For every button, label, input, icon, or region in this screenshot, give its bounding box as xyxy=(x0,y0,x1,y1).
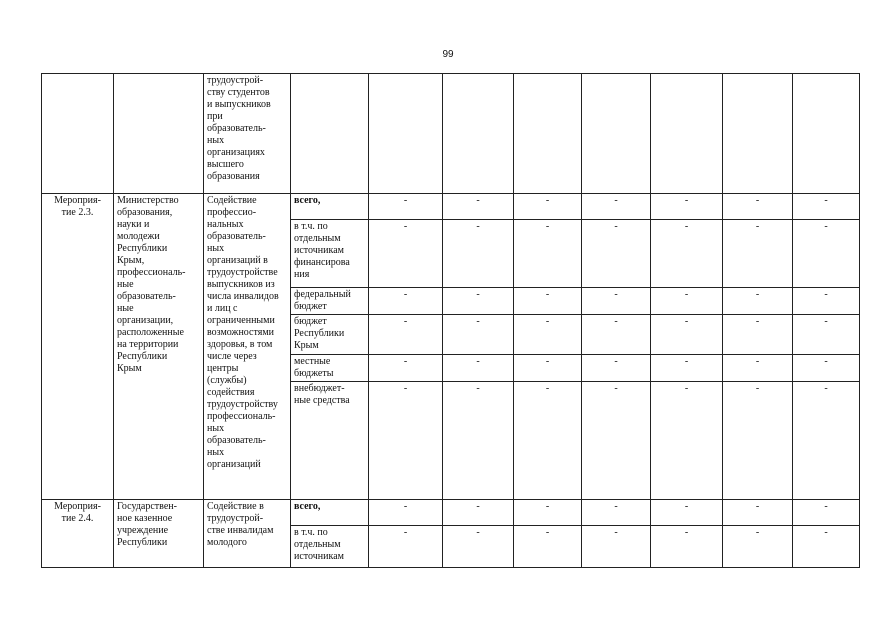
value-cell: - xyxy=(582,220,651,288)
value-cell: - xyxy=(369,194,443,220)
value-cell: - xyxy=(651,355,723,382)
value-cell: - xyxy=(514,220,582,288)
executor-cell: Государствен- ное казенное учреждение Республики xyxy=(114,500,204,568)
value-cell: - xyxy=(443,288,514,315)
value-cell: - xyxy=(369,526,443,568)
value-cell: - xyxy=(582,288,651,315)
value-cell: - xyxy=(723,194,793,220)
page-number: 99 xyxy=(442,49,454,60)
value-cell: - xyxy=(514,288,582,315)
source-cell xyxy=(291,74,369,194)
value-cell: - xyxy=(582,194,651,220)
value-cell: - xyxy=(582,500,651,526)
value-cell: - xyxy=(793,288,860,315)
value-cell: - xyxy=(514,194,582,220)
value-cell: - xyxy=(723,315,793,355)
value-cell: - xyxy=(793,355,860,382)
value-cell xyxy=(723,74,793,194)
funding-source-cell: федеральный бюджет xyxy=(291,288,369,315)
value-cell: - xyxy=(651,500,723,526)
value-cell: - xyxy=(793,220,860,288)
value-cell xyxy=(514,74,582,194)
value-cell: - xyxy=(443,500,514,526)
executor-cell: Министерство образования, науки и молодежи Республики Крым, профессиональ- ные образователь- ные организации, расположенные на территории Республики Крым xyxy=(114,194,204,500)
value-cell: - xyxy=(723,355,793,382)
table-body xyxy=(42,74,860,568)
value-cell: - xyxy=(651,526,723,568)
value-cell: - xyxy=(443,194,514,220)
value-cell xyxy=(369,74,443,194)
value-cell: - xyxy=(651,315,723,355)
value-cell: - xyxy=(514,382,582,500)
funding-source-cell: всего, xyxy=(291,194,369,220)
measure-number-cell: Мероприя- тие 2.4. xyxy=(42,500,114,568)
value-cell: - xyxy=(514,526,582,568)
table-row xyxy=(42,194,860,220)
value-cell: - xyxy=(514,500,582,526)
funding-source-cell: внебюджет- ные средства xyxy=(291,382,369,500)
value-cell xyxy=(443,74,514,194)
value-cell xyxy=(793,74,860,194)
value-cell xyxy=(651,74,723,194)
value-cell: - xyxy=(582,355,651,382)
value-cell: - xyxy=(514,355,582,382)
value-cell: - xyxy=(514,315,582,355)
measures-table xyxy=(41,73,860,568)
value-cell: - xyxy=(369,500,443,526)
value-cell: - xyxy=(723,500,793,526)
value-cell: - xyxy=(793,526,860,568)
value-cell: - xyxy=(582,526,651,568)
value-cell: - xyxy=(723,220,793,288)
value-cell: - xyxy=(369,382,443,500)
action-cell xyxy=(42,74,114,194)
value-cell: - xyxy=(651,194,723,220)
funding-source-cell: в т.ч. по отдельным источникам финансирова ния xyxy=(291,220,369,288)
value-cell: - xyxy=(651,382,723,500)
value-cell: - xyxy=(582,315,651,355)
value-cell: - xyxy=(443,315,514,355)
measure-name-cell: Содействие профессио- нальных образователь- ных организаций в трудоустройстве выпускников из числа инвалидов и лиц с ограниченными возможностями здоровья, в том числе через центры (службы) содействия трудоустройству профессиональ- ных образователь- ных организаций xyxy=(204,194,291,500)
measure-name-cell: Содействие в трудоустрой- стве инвалидам молодого xyxy=(204,500,291,568)
value-cell: - xyxy=(723,382,793,500)
value-cell: - xyxy=(793,382,860,500)
value-cell: - xyxy=(723,288,793,315)
value-cell: - xyxy=(369,355,443,382)
value-cell: - xyxy=(369,288,443,315)
table-row xyxy=(42,74,860,194)
value-cell: - xyxy=(651,288,723,315)
measure-name-cell: трудоустрой- ству студентов и выпускников при образователь- ных организациях высшего образования xyxy=(204,74,291,194)
value-cell: - xyxy=(651,220,723,288)
executor-cell xyxy=(114,74,204,194)
measure-number-cell: Мероприя- тие 2.3. xyxy=(42,194,114,500)
value-cell: - xyxy=(369,315,443,355)
value-cell: - xyxy=(582,382,651,500)
funding-source-cell: местные бюджеты xyxy=(291,355,369,382)
funding-source-cell: в т.ч. по отдельным источникам xyxy=(291,526,369,568)
value-cell: - xyxy=(793,315,860,355)
table-row xyxy=(42,500,860,526)
value-cell: - xyxy=(723,526,793,568)
funding-source-cell: бюджет Республики Крым xyxy=(291,315,369,355)
value-cell: - xyxy=(443,382,514,500)
value-cell: - xyxy=(369,220,443,288)
value-cell xyxy=(582,74,651,194)
value-cell: - xyxy=(443,355,514,382)
funding-source-cell: всего, xyxy=(291,500,369,526)
value-cell: - xyxy=(793,500,860,526)
value-cell: - xyxy=(443,526,514,568)
value-cell: - xyxy=(443,220,514,288)
value-cell: - xyxy=(793,194,860,220)
